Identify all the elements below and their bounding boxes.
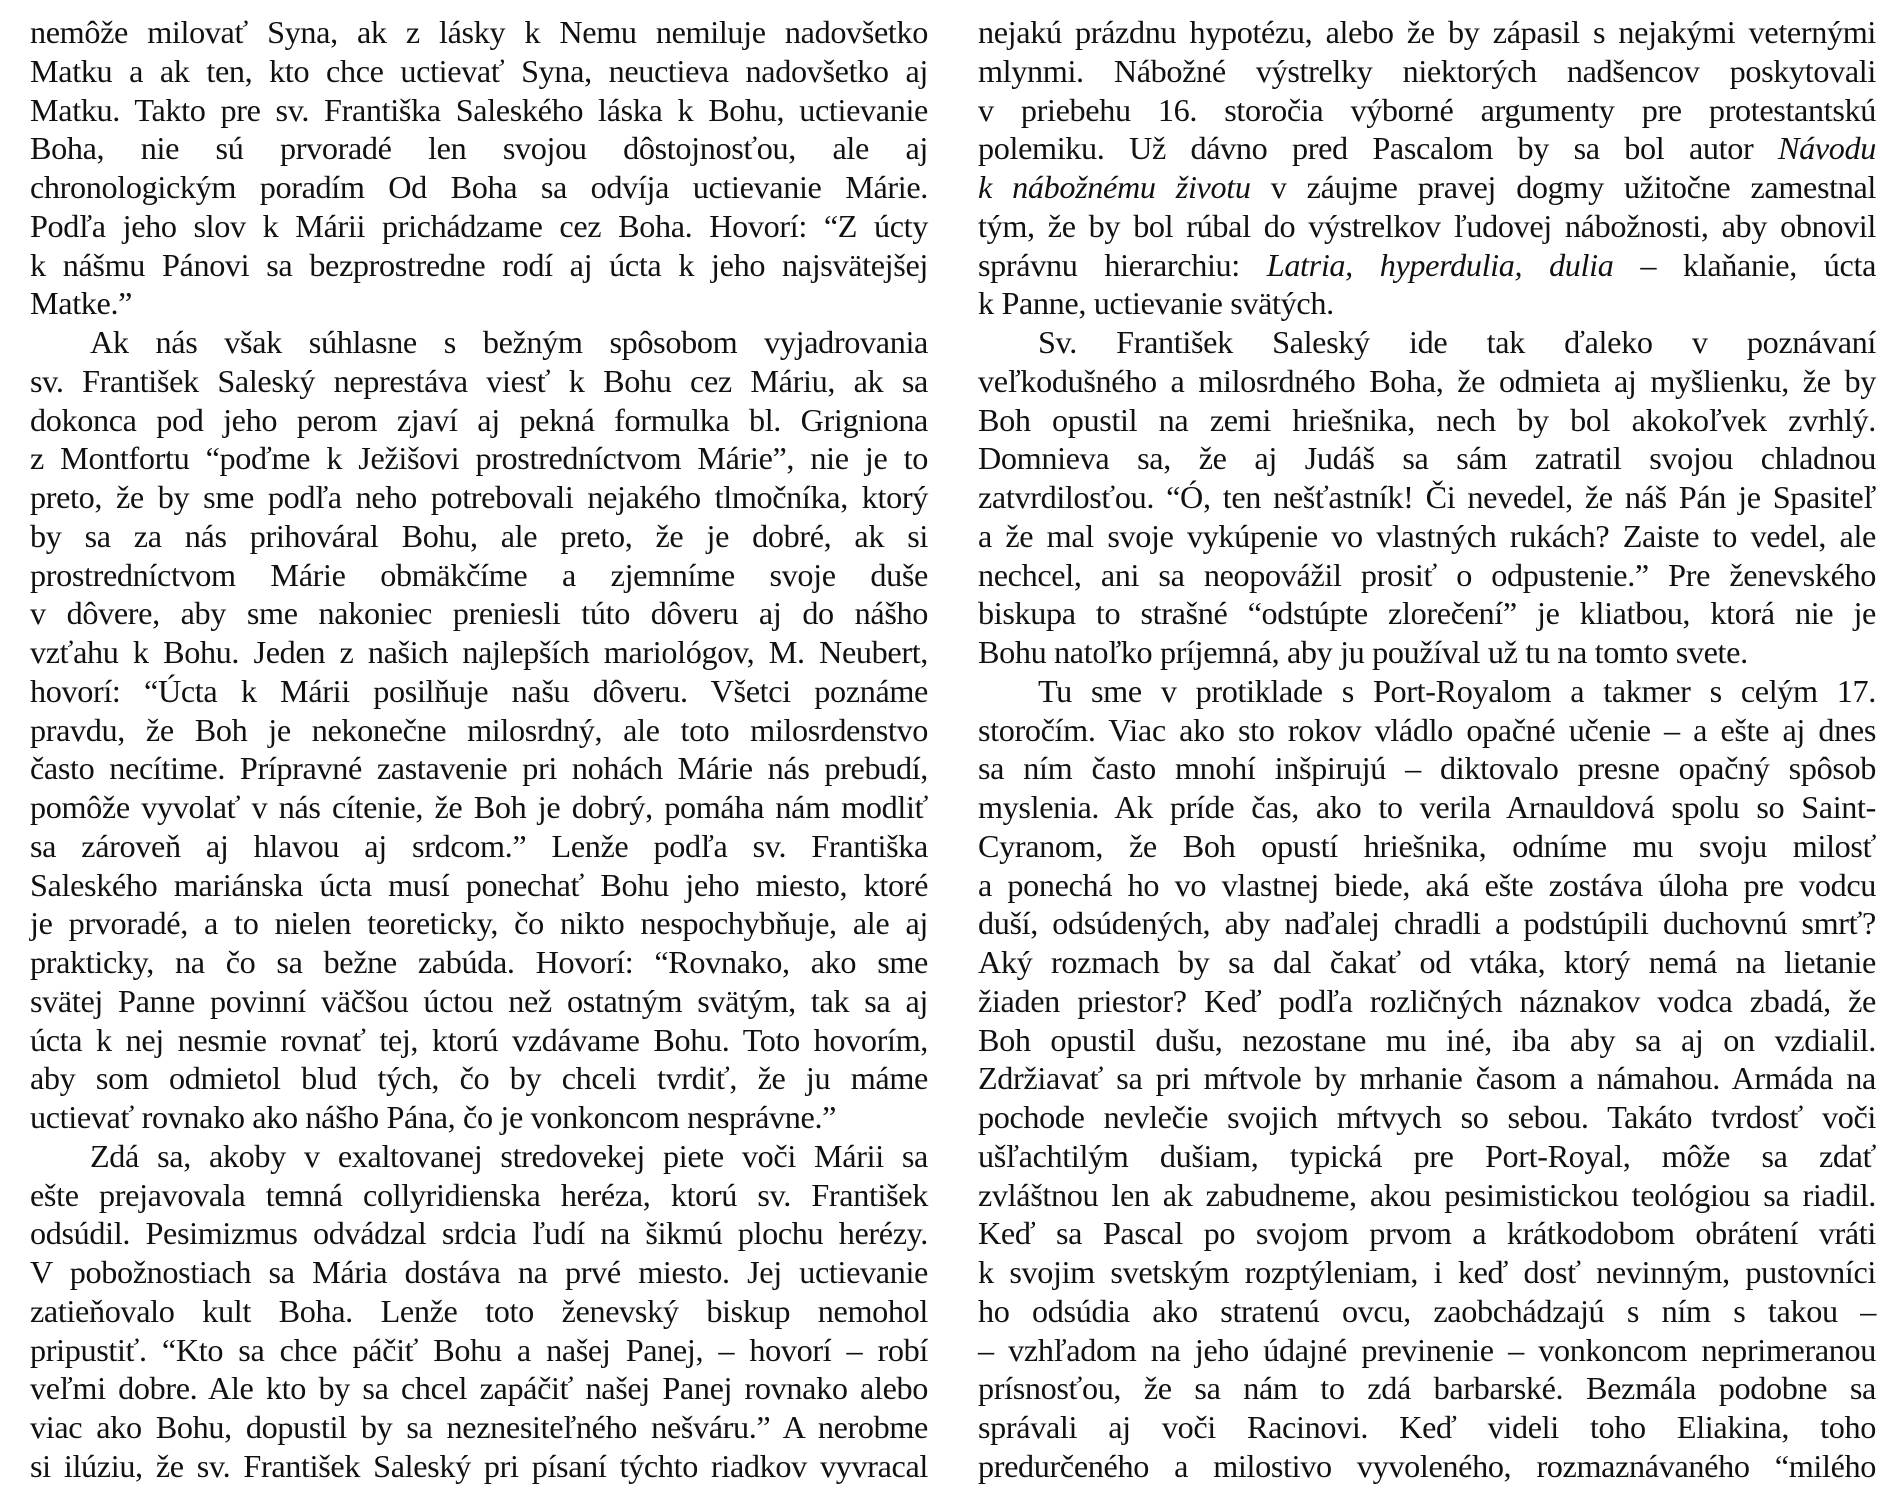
text-line: Saleského mariánska úcta musí ponechať Bohu jeho miesto, ktoré bbox=[30, 866, 928, 903]
text-line: prakticky, na čo sa bežne zabúda. Hovorí: “Rovnako, ako sme bbox=[30, 944, 928, 980]
text-line: ušľachtilým dušiam, typická pre Port-Royal, môže sa zdať bbox=[978, 1137, 1876, 1174]
text-line: a ponechá ho vo vlastnej biede, aká ešte zostáva úloha pre vodcu bbox=[978, 866, 1876, 903]
text-line: si ilúziu, že sv. František Saleský pri písaní týchto riadkov vyvracal bbox=[30, 1447, 928, 1484]
text-line: Matke.” bbox=[30, 285, 133, 322]
text-line: Zdá sa, akoby v exaltovanej stredovekej piete voči Márii sa bbox=[90, 1137, 928, 1174]
text-line: duší, odsúdených, aby naďalej chradli a podstúpili duchovnú smrť? bbox=[978, 905, 1876, 942]
text-line: viac ako Bohu, dopustil by sa neznesiteľného nešváru.” A nerobme bbox=[30, 1409, 928, 1445]
text-line: Zdržiavať sa pri mŕtvole by mrhanie časom a námahou. Armáda na bbox=[978, 1060, 1876, 1097]
text-line: sv. František Saleský neprestáva viesť k Bohu cez Máriu, ak sa bbox=[30, 362, 928, 399]
text-line: pomôže vyvolať v nás cítenie, že Boh je dobrý, pomáha nám modliť bbox=[30, 789, 928, 825]
text-line: pravdu, že Boh je nekonečne milosrdný, ale toto milosrdenstvo bbox=[30, 711, 928, 748]
text-line: nemôže milovať Syna, ak z lásky k Nemu nemiluje nadovšetko bbox=[30, 14, 928, 50]
text-line: k nášmu Pánovi sa bezprostredne rodí aj úcta k jeho najsvätejšej bbox=[30, 246, 928, 283]
text-line: veľkodušného a milosrdného Boha, že odmieta aj myšlienku, že by bbox=[978, 362, 1876, 399]
text-line: sa ním často mnohí inšpirujú – diktovalo presne opačný spôsob bbox=[978, 750, 1876, 787]
text-line: tým, že by bol rúbal do výstrelkov ľudovej nábožnosti, aby obnovil bbox=[978, 207, 1876, 244]
text-line: v dôvere, aby sme nakoniec preniesli túto dôveru aj do nášho bbox=[30, 595, 928, 632]
text-line: V pobožnostiach sa Mária dostáva na prvé miesto. Jej uctievanie bbox=[30, 1254, 928, 1290]
text-line: preto, že by sme podľa neho potrebovali nejakého tlmočníka, ktorý bbox=[30, 479, 928, 515]
text-line: a že mal svoje vykúpenie vo vlastných rukách? Zaiste to vedel, ale bbox=[978, 517, 1876, 554]
text-line: ešte prejavovala temná collyridienska heréza, ktorú sv. František bbox=[30, 1176, 928, 1213]
italic-text-run: Návodu bbox=[1777, 130, 1876, 167]
text-run: v záujme pravej dogmy užitočne zamestnal bbox=[1250, 169, 1876, 205]
text-line: nechcel, ani sa neopovážil prosiť o odpustenie.” Pre ženevského bbox=[978, 556, 1876, 593]
text-line: by sa za nás prihováral Bohu, ale preto, že je dobré, ak si bbox=[30, 517, 928, 554]
text-line: z Montfortu “poďme k Ježišovi prostredníctvom Márie”, nie je to bbox=[30, 440, 928, 477]
text-line: často necítime. Prípravné zastavenie pri nohách Márie nás prebudí, bbox=[30, 750, 928, 787]
text-line: Bohu natoľko príjemná, aby ju používal už tu na tomto svete. bbox=[978, 634, 1748, 670]
text-line bbox=[978, 168, 1876, 207]
text-line: predurčeného a milostivo vyvoleného, rozmaznávaného “milého bbox=[978, 1447, 1876, 1484]
text-line: prostredníctvom Márie obmäkčíme a zjemníme svoje duše bbox=[30, 556, 928, 593]
text-line: mlynmi. Nábožné výstrelky niektorých nadšencov poskytovali bbox=[978, 52, 1876, 89]
text-line: pochode nevlečie svojich mŕtvych so sebou. Takáto tvrdosť voči bbox=[978, 1099, 1876, 1135]
text-line: Ak nás však súhlasne s bežným spôsobom vyjadrovania bbox=[90, 324, 928, 360]
text-run: – klaňanie, úcta bbox=[1613, 246, 1877, 283]
text-line: biskupa to strašné “odstúpte zlorečení” je kliatbou, ktorá nie je bbox=[978, 595, 1876, 632]
text-line: aby som odmietol blud tých, čo by chceli tvrdiť, že ju máme bbox=[30, 1060, 928, 1097]
left-text-column bbox=[30, 13, 928, 1486]
text-line: veľmi dobre. Ale kto by sa chcel zapáčiť našej Panej rovnako alebo bbox=[30, 1370, 928, 1407]
text-line: Sv. František Saleský ide tak ďaleko v poznávaní bbox=[1038, 324, 1876, 360]
text-line: zatvrdilosťou. “Ó, ten nešťastník! Či nevedel, že náš Pán je Spasiteľ bbox=[978, 479, 1876, 515]
text-line: ho odsúdia ako stratenú ovcu, zaobchádzajú s ním s takou – bbox=[978, 1292, 1876, 1329]
text-line: uctievať rovnako ako nášho Pána, čo je vonkoncom nesprávne.” bbox=[30, 1099, 837, 1135]
text-line: myslenia. Ak príde čas, ako to verila Arnauldová spolu so Saint- bbox=[978, 789, 1876, 825]
text-line: vzťahu k Bohu. Jeden z našich najlepších mariológov, M. Neubert, bbox=[30, 634, 928, 670]
text-line: sa zároveň aj hlavou aj srdcom.” Lenže podľa sv. Františka bbox=[30, 827, 928, 864]
text-line: v priebehu 16. storočia výborné argumenty pre protestantskú bbox=[978, 91, 1876, 128]
text-line: pripustiť. “Kto sa chce páčiť Bohu a našej Panej, – hovorí – robí bbox=[30, 1331, 928, 1368]
text-line: hovorí: “Úcta k Márii posilňuje našu dôveru. Všetci poznáme bbox=[30, 672, 928, 709]
text-line: Tu sme v protiklade s Port-Royalom a takmer s celým 17. bbox=[1038, 672, 1876, 709]
text-line: svätej Panne povinní väčšou úctou než ostatným svätým, tak sa aj bbox=[30, 982, 928, 1019]
right-text-column bbox=[978, 13, 1876, 1486]
text-line: zatieňovalo kult Boha. Lenže toto ženevský biskup nemohol bbox=[30, 1292, 928, 1329]
text-line: Keď sa Pascal po svojom prvom a krátkodobom obrátení vráti bbox=[978, 1215, 1876, 1252]
text-run: polemiku. Už dávno pred Pascalom by sa bol autor bbox=[978, 130, 1778, 167]
italic-text-run: Latria, hyperdulia, dulia bbox=[1266, 246, 1614, 283]
text-line: Matku a ak ten, kto chce uctievať Syna, neuctieva nadovšetko aj bbox=[30, 52, 928, 89]
text-line: Matku. Takto pre sv. Františka Saleského láska k Bohu, uctievanie bbox=[30, 91, 928, 128]
text-line: Boha, nie sú prvoradé len svojou dôstojnosťou, ale aj bbox=[30, 130, 928, 167]
text-line: Domnieva sa, že aj Judáš sa sám zatratil svojou chladnou bbox=[978, 440, 1876, 477]
text-line: zvláštnou len ak zabudneme, akou pesimistickou teológiou sa riadil. bbox=[978, 1176, 1876, 1213]
text-line: k svojim svetským rozptýleniam, i keď dosť nevinným, pustovníci bbox=[978, 1254, 1876, 1290]
text-line: – vzhľadom na jeho údajné previnenie – vonkoncom neprimeranou bbox=[978, 1331, 1876, 1368]
text-line: žiaden priestor? Keď podľa rozličných náznakov vodca zbadá, že bbox=[978, 982, 1876, 1019]
text-line: je prvoradé, a to nielen teoreticky, čo nikto nespochybňuje, ale aj bbox=[30, 905, 928, 942]
text-line: Podľa jeho slov k Márii prichádzame cez Boha. Hovorí: “Z úcty bbox=[30, 207, 928, 244]
text-line: úcta k nej nesmie rovnať tej, ktorú vzdávame Bohu. Toto hovorím, bbox=[30, 1021, 928, 1058]
text-line: Cyranom, že Boh opustí hriešnika, odníme mu svoju milosť bbox=[978, 827, 1876, 864]
text-line: k Panne, uctievanie svätých. bbox=[978, 285, 1334, 322]
text-line: prísnosťou, že sa nám to zdá barbarské. Bezmála podobne sa bbox=[978, 1370, 1876, 1407]
text-line: Aký rozmach by sa dal čakať od vtáka, ktorý nemá na lietanie bbox=[978, 944, 1876, 980]
text-line: Boh opustil na zemi hriešnika, nech by bol akokoľvek zvrhlý. bbox=[978, 401, 1876, 438]
text-line: nejakú prázdnu hypotézu, alebo že by zápasil s nejakými veternými bbox=[978, 14, 1876, 50]
text-line: správali aj voči Racinovi. Keď videli toho Eliakina, toho bbox=[978, 1409, 1876, 1445]
text-line: Boh opustil dušu, nezostane mu iné, iba aby sa aj on vzdialil. bbox=[978, 1021, 1876, 1058]
text-line: chronologickým poradím Od Boha sa odvíja uctievanie Márie. bbox=[30, 169, 928, 205]
text-line: dokonca pod jeho perom zjaví aj pekná formulka bl. Grigniona bbox=[30, 401, 928, 438]
text-line bbox=[978, 246, 1876, 285]
text-line: odsúdil. Pesimizmus odvádzal srdcia ľudí na šikmú plochu herézy. bbox=[30, 1215, 928, 1252]
text-run: správnu hierarchiu: bbox=[978, 246, 1267, 283]
text-line: storočím. Viac ako sto rokov vládlo opačné učenie – a ešte aj dnes bbox=[978, 711, 1876, 748]
text-line bbox=[978, 129, 1876, 168]
italic-text-run: k nábožnému životu bbox=[978, 169, 1251, 205]
